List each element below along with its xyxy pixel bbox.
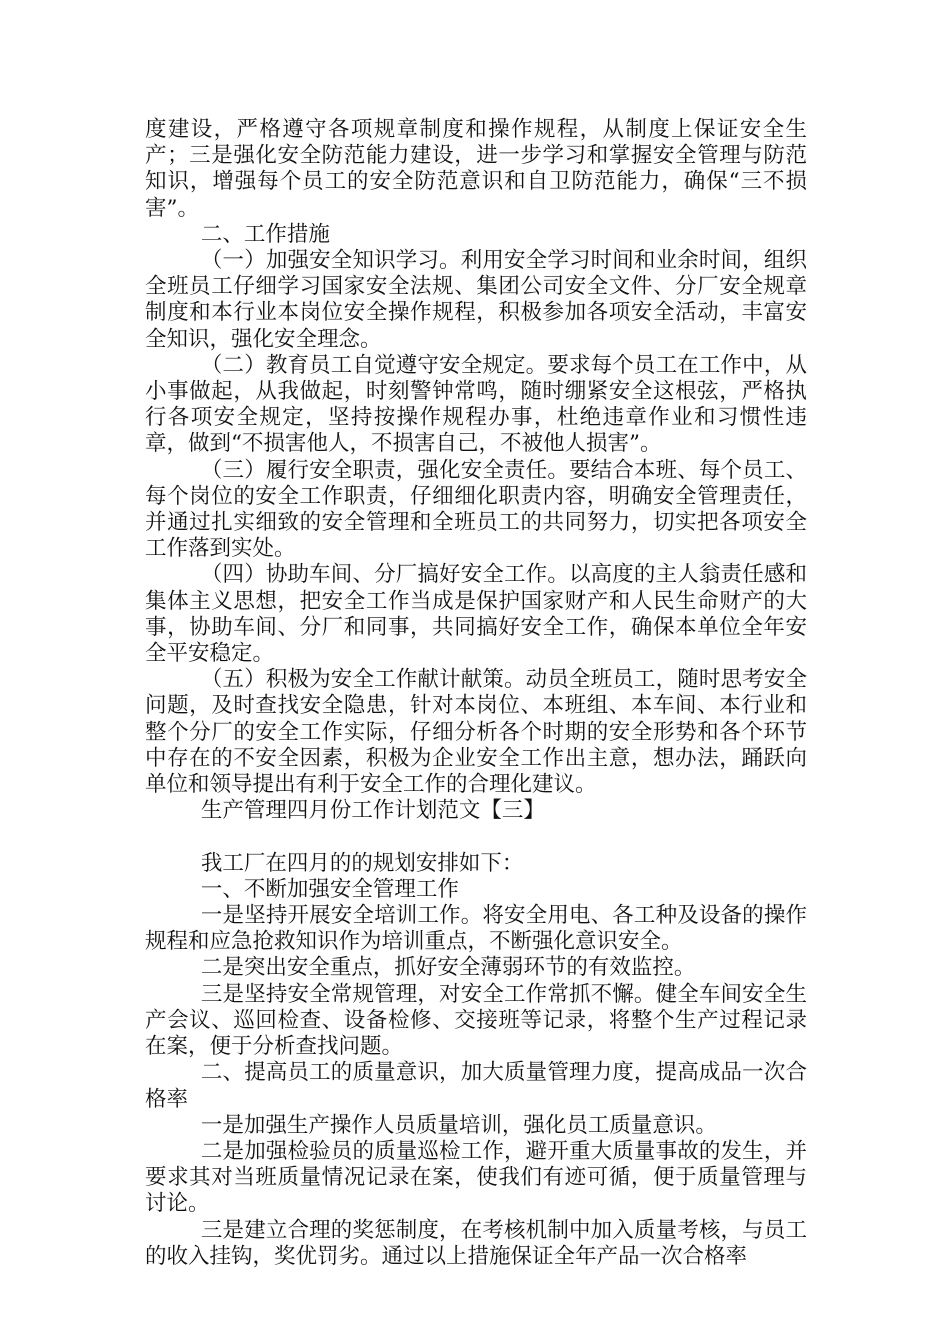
section-heading: 二、提高员工的质量意识，加大质量管理力度，提高成品一次合格率 <box>145 1060 807 1112</box>
paragraph: （五）积极为安全工作献计献策。动员全班员工，随时思考安全问题，及时查找安全隐患，针对本岗位、本班组、本车间、本行业和整个分厂的安全工作实际，仔细分析各个时期的安全形势和各个环节中存在的不安全因素，积极为企业安全工作出主意，想办法，踊跃向单位和领导提出有利于安全工作的合理化建议。 <box>145 667 807 798</box>
paragraph: （一）加强安全知识学习。利用安全学习时间和业余时间，组织全班员工仔细学习国家安全法规、集团公司安全文件、分厂安全规章制度和本行业本岗位安全操作规程，积极参加各项安全活动，丰富安全知识，强化安全理念。 <box>145 248 807 352</box>
blank-line <box>145 824 807 850</box>
section-heading: 一、不断加强安全管理工作 <box>200 876 459 902</box>
document-body <box>145 117 807 1270</box>
paragraph: 一是坚持开展安全培训工作。将安全用电、各工种及设备的操作规程和应急抢救知识作为培训重点，不断强化意识安全。 <box>145 903 807 955</box>
paragraph: 二是加强检验员的质量巡检工作，避开重大质量事故的发生，并要求其对当班质量情况记录在案，使我们有迹可循，便于质量管理与讨论。 <box>145 1138 807 1217</box>
paragraph: 我工厂在四月的的规划安排如下： <box>200 850 524 876</box>
section-title: 生产管理四月份工作计划范文【三】 <box>200 798 545 824</box>
paragraph: （四）协助车间、分厂搞好安全工作。以高度的主人翁责任感和集体主义思想，把安全工作当成是保护国家财产和人民生命财产的大事，协助车间、分厂和同事，共同搞好安全工作，确保本单位全年安全平安稳定。 <box>145 562 807 667</box>
paragraph: 三是坚持安全常规管理，对安全工作常抓不懈。健全车间安全生产会议、巡回检查、设备检修、交接班等记录，将整个生产过程记录在案，便于分析查找问题。 <box>145 981 807 1060</box>
section-heading: 二、工作措施 <box>200 221 330 247</box>
paragraph: 三是建立合理的奖惩制度，在考核机制中加入质量考核，与员工的收入挂钩，奖优罚劣。通过以上措施保证全年产品一次合格率 <box>145 1217 807 1269</box>
paragraph: （三）履行安全职责，强化安全责任。要结合本班、每个员工、每个岗位的安全工作职责，仔细细化职责内容，明确安全管理责任，并通过扎实细致的安全管理和全班员工的共同努力，切实把各项安全工作落到实处。 <box>145 457 807 562</box>
paragraph: 二是突出安全重点，抓好安全薄弱环节的有效监控。 <box>200 955 696 981</box>
paragraph: 度建设，严格遵守各项规章制度和操作规程，从制度上保证安全生产；三是强化安全防范能力建设，进一步学习和掌握安全管理与防范知识，增强每个员工的安全防范意识和自卫防范能力，确保“三不损害”。 <box>145 117 807 221</box>
paragraph: 一是加强生产操作人员质量培训，强化员工质量意识。 <box>200 1112 717 1138</box>
paragraph: （二）教育员工自觉遵守安全规定。要求每个员工在工作中，从小事做起，从我做起，时刻警钟常鸣，随时绷紧安全这根弦，严格执行各项安全规定，坚持按操作规程办事，杜绝违章作业和习惯性违章，做到“不损害他人，不损害自己，不被他人损害”。 <box>145 352 807 457</box>
